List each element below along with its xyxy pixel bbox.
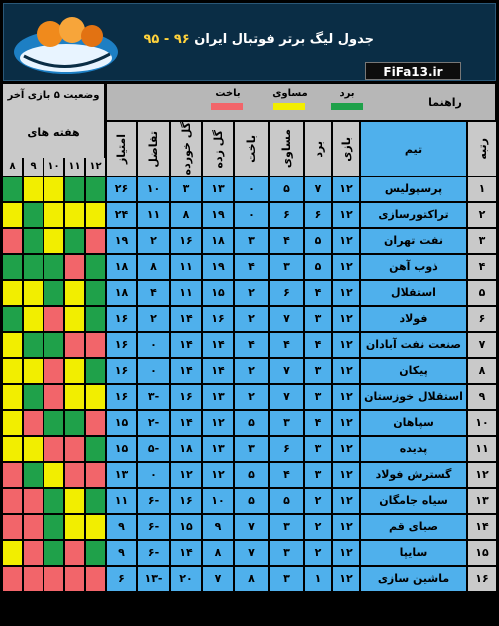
form-result <box>3 411 22 435</box>
cell-w: ۳ <box>305 359 331 383</box>
cell-gd: ۳- <box>138 385 169 409</box>
column-header-label: مساوی <box>280 129 293 169</box>
team-name: ذوب آهن <box>361 255 466 279</box>
form-result <box>86 229 105 253</box>
cell-rank: ۲ <box>468 203 496 227</box>
page-title <box>134 32 374 47</box>
cell-rank: ۱۵ <box>468 541 496 565</box>
form-result <box>65 463 84 487</box>
form-result <box>3 177 22 201</box>
cell-w: ۴ <box>305 411 331 435</box>
form-result <box>44 515 63 539</box>
cell-pts: ۱۳ <box>107 463 136 487</box>
cell-gf: ۷ <box>203 567 233 591</box>
cell-l: ۴ <box>235 333 268 357</box>
cell-ga: ۱۲ <box>171 463 201 487</box>
cell-rank: ۵ <box>468 281 496 305</box>
cell-ga: ۱۴ <box>171 307 201 331</box>
cell-l: ۰ <box>235 177 268 201</box>
form-result <box>24 333 43 357</box>
cell-p: ۱۲ <box>333 411 359 435</box>
team-name: استقلال <box>361 281 466 305</box>
cell-l: ۵ <box>235 411 268 435</box>
form-result <box>65 359 84 383</box>
cell-ga: ۸ <box>171 203 201 227</box>
cell-w: ۴ <box>305 333 331 357</box>
form-result <box>65 281 84 305</box>
column-header-label: بازی <box>339 136 353 162</box>
form-result <box>65 229 84 253</box>
form-result <box>3 385 22 409</box>
cell-w: ۶ <box>305 203 331 227</box>
cell-d: ۳ <box>270 255 303 279</box>
form-result <box>24 203 43 227</box>
form-result <box>86 281 105 305</box>
week-number: ۹ <box>24 158 43 176</box>
cell-pts: ۱۶ <box>107 333 136 357</box>
legend-win-label: برد <box>339 88 355 99</box>
column-header-p <box>333 122 359 176</box>
cell-p: ۱۲ <box>333 567 359 591</box>
cell-ga: ۱۴ <box>171 333 201 357</box>
week-numbers <box>3 158 104 176</box>
cell-pts: ۲۶ <box>107 177 136 201</box>
cell-pts: ۱۹ <box>107 229 136 253</box>
cell-p: ۱۲ <box>333 489 359 513</box>
form-result <box>24 463 43 487</box>
column-header-label: برد <box>311 140 325 158</box>
cell-ga: ۱۶ <box>171 385 201 409</box>
form-result <box>3 541 22 565</box>
cell-gd: ۲- <box>138 411 169 435</box>
column-header-label: باخت <box>245 135 258 163</box>
week-number: ۱۲ <box>86 158 105 176</box>
form-result <box>24 411 43 435</box>
cell-p: ۱۲ <box>333 359 359 383</box>
week-number: ۸ <box>3 158 22 176</box>
cell-pts: ۱۵ <box>107 437 136 461</box>
form-result <box>3 463 22 487</box>
cell-pts: ۱۸ <box>107 281 136 305</box>
cell-p: ۱۲ <box>333 229 359 253</box>
cell-l: ۷ <box>235 541 268 565</box>
form-result <box>3 333 22 357</box>
form-result <box>3 203 22 227</box>
cell-w: ۴ <box>305 281 331 305</box>
cell-ga: ۱۴ <box>171 411 201 435</box>
cell-gf: ۱۵ <box>203 281 233 305</box>
form-result <box>86 411 105 435</box>
week-number: ۱۱ <box>65 158 84 176</box>
cell-rank: ۷ <box>468 333 496 357</box>
form-result <box>65 489 84 513</box>
cell-d: ۷ <box>270 385 303 409</box>
form-result <box>65 385 84 409</box>
cell-rank: ۱۶ <box>468 567 496 591</box>
cell-gf: ۹ <box>203 515 233 539</box>
form-result <box>24 281 43 305</box>
cell-p: ۱۲ <box>333 385 359 409</box>
cell-rank: ۱۱ <box>468 437 496 461</box>
cell-l: ۳ <box>235 229 268 253</box>
form-result <box>65 255 84 279</box>
cell-d: ۳ <box>270 411 303 435</box>
form-result <box>3 307 22 331</box>
cell-d: ۳ <box>270 541 303 565</box>
cell-l: ۷ <box>235 515 268 539</box>
form-result <box>3 515 22 539</box>
cell-rank: ۹ <box>468 385 496 409</box>
team-name: سایپا <box>361 541 466 565</box>
team-name: سپاهان <box>361 411 466 435</box>
legend-draw-label: مساوی <box>272 88 308 99</box>
form-result <box>3 489 22 513</box>
cell-d: ۳ <box>270 515 303 539</box>
cell-w: ۳ <box>305 385 331 409</box>
cell-ga: ۳ <box>171 177 201 201</box>
cell-gd: ۶- <box>138 489 169 513</box>
form-result <box>44 437 63 461</box>
cell-d: ۴ <box>270 229 303 253</box>
cell-p: ۱۲ <box>333 203 359 227</box>
form-result <box>44 385 63 409</box>
cell-gf: ۱۲ <box>203 463 233 487</box>
form-result <box>44 229 63 253</box>
cell-pts: ۱۸ <box>107 255 136 279</box>
form-result <box>44 359 63 383</box>
cell-d: ۳ <box>270 567 303 591</box>
form-result <box>24 567 43 591</box>
cell-rank: ۱۰ <box>468 411 496 435</box>
form-result <box>65 203 84 227</box>
cell-p: ۱۲ <box>333 437 359 461</box>
team-name: پیکان <box>361 359 466 383</box>
form-result <box>86 255 105 279</box>
legend-win-swatch <box>331 103 363 110</box>
cell-ga: ۱۱ <box>171 255 201 279</box>
cell-d: ۶ <box>270 203 303 227</box>
cell-d: ۵ <box>270 489 303 513</box>
form-result <box>86 541 105 565</box>
cell-gd: ۰ <box>138 333 169 357</box>
team-name: سیاه جامگان <box>361 489 466 513</box>
cell-p: ۱۲ <box>333 281 359 305</box>
cell-gf: ۱۴ <box>203 359 233 383</box>
form-result <box>24 359 43 383</box>
cell-gf: ۸ <box>203 541 233 565</box>
cell-gd: ۶- <box>138 515 169 539</box>
cell-d: ۷ <box>270 359 303 383</box>
form-result <box>24 307 43 331</box>
title-years: ۹۶ - ۹۵ <box>143 32 190 47</box>
cell-p: ۱۲ <box>333 177 359 201</box>
cell-w: ۵ <box>305 229 331 253</box>
cell-d: ۶ <box>270 437 303 461</box>
team-name: گسترش فولاد <box>361 463 466 487</box>
cell-l: ۵ <box>235 463 268 487</box>
form-result <box>86 203 105 227</box>
cell-gf: ۱۸ <box>203 229 233 253</box>
form-result <box>86 385 105 409</box>
form-result <box>3 281 22 305</box>
week-number: ۱۰ <box>44 158 63 176</box>
cell-gf: ۱۶ <box>203 307 233 331</box>
cell-pts: ۱۶ <box>107 359 136 383</box>
team-name: استقلال خوزستان <box>361 385 466 409</box>
form-result <box>24 385 43 409</box>
team-name: تراکتورسازی <box>361 203 466 227</box>
cell-d: ۴ <box>270 333 303 357</box>
cell-pts: ۹ <box>107 541 136 565</box>
column-header-label: تیم <box>404 142 423 156</box>
column-header-l <box>235 122 268 176</box>
cell-rank: ۶ <box>468 307 496 331</box>
cell-d: ۵ <box>270 177 303 201</box>
cell-p: ۱۲ <box>333 515 359 539</box>
form-result <box>3 567 22 591</box>
cell-pts: ۹ <box>107 515 136 539</box>
cell-rank: ۱۲ <box>468 463 496 487</box>
form-result <box>65 411 84 435</box>
form-result <box>86 515 105 539</box>
team-name: پرسپولیس <box>361 177 466 201</box>
column-header-label: امتیاز <box>115 133 128 165</box>
cell-w: ۳ <box>305 463 331 487</box>
cell-pts: ۱۶ <box>107 307 136 331</box>
cell-rank: ۸ <box>468 359 496 383</box>
cell-gd: ۴ <box>138 281 169 305</box>
team-name: صنعت نفت آبادان <box>361 333 466 357</box>
form-result <box>24 229 43 253</box>
cell-gd: ۱۰ <box>138 177 169 201</box>
cell-l: ۲ <box>235 359 268 383</box>
form-result <box>44 281 63 305</box>
cell-ga: ۱۴ <box>171 541 201 565</box>
cell-gd: ۵- <box>138 437 169 461</box>
cell-w: ۱ <box>305 567 331 591</box>
cell-l: ۲ <box>235 307 268 331</box>
form-result <box>86 463 105 487</box>
column-header-gd <box>138 122 169 176</box>
cell-gf: ۱۰ <box>203 489 233 513</box>
form-result <box>86 307 105 331</box>
cell-rank: ۱ <box>468 177 496 201</box>
form-result <box>65 541 84 565</box>
form-result <box>86 489 105 513</box>
cell-gd: ۰ <box>138 463 169 487</box>
header-banner <box>3 3 496 81</box>
weeks-title: هفته های <box>27 126 80 139</box>
cell-gd: ۸ <box>138 255 169 279</box>
form-result <box>86 177 105 201</box>
cell-gf: ۱۴ <box>203 333 233 357</box>
cell-w: ۲ <box>305 515 331 539</box>
cell-ga: ۱۴ <box>171 359 201 383</box>
column-header-d <box>270 122 303 176</box>
column-header-team <box>361 122 466 176</box>
form-result <box>44 307 63 331</box>
legend-loss-swatch <box>211 103 243 110</box>
football-logo-icon <box>10 8 122 80</box>
form-result <box>44 255 63 279</box>
form-result <box>24 541 43 565</box>
form-result <box>86 567 105 591</box>
form-result <box>65 307 84 331</box>
title-prefix: جدول لیگ برتر فوتبال ایران <box>194 32 374 47</box>
form-result <box>3 437 22 461</box>
team-name: پدیده <box>361 437 466 461</box>
column-header-label: گل خورده <box>179 122 193 176</box>
column-header-gf <box>203 122 233 176</box>
form-result <box>65 567 84 591</box>
form-result <box>65 437 84 461</box>
column-header-ga <box>171 122 201 176</box>
cell-p: ۱۲ <box>333 541 359 565</box>
cell-l: ۲ <box>235 281 268 305</box>
column-header-label: تفاضل <box>147 130 160 168</box>
form-result <box>86 333 105 357</box>
cell-gd: ۱۳- <box>138 567 169 591</box>
cell-gd: ۶- <box>138 541 169 565</box>
legend-band <box>107 84 495 120</box>
cell-ga: ۲۰ <box>171 567 201 591</box>
cell-gf: ۱۳ <box>203 437 233 461</box>
site-badge: FiFa13.ir <box>365 62 461 80</box>
cell-pts: ۲۴ <box>107 203 136 227</box>
cell-l: ۴ <box>235 255 268 279</box>
form-result <box>3 255 22 279</box>
cell-w: ۲ <box>305 541 331 565</box>
form-result <box>24 177 43 201</box>
form-result <box>44 489 63 513</box>
cell-w: ۲ <box>305 489 331 513</box>
cell-l: ۰ <box>235 203 268 227</box>
form-result <box>24 437 43 461</box>
form-result <box>65 333 84 357</box>
column-header-label: گل زده <box>211 129 225 169</box>
team-name: صبای قم <box>361 515 466 539</box>
form-result <box>44 333 63 357</box>
cell-p: ۱۲ <box>333 463 359 487</box>
cell-w: ۵ <box>305 255 331 279</box>
cell-ga: ۱۵ <box>171 515 201 539</box>
cell-pts: ۶ <box>107 567 136 591</box>
team-name: ماشین سازی <box>361 567 466 591</box>
form-result <box>3 229 22 253</box>
cell-d: ۷ <box>270 307 303 331</box>
cell-rank: ۴ <box>468 255 496 279</box>
cell-ga: ۱۱ <box>171 281 201 305</box>
form-result <box>24 515 43 539</box>
column-header-label: رتبه <box>475 138 489 160</box>
form-result <box>86 359 105 383</box>
form-result <box>86 437 105 461</box>
cell-p: ۱۲ <box>333 307 359 331</box>
cell-p: ۱۲ <box>333 333 359 357</box>
form-result <box>44 411 63 435</box>
cell-l: ۵ <box>235 489 268 513</box>
cell-pts: ۱۵ <box>107 411 136 435</box>
cell-p: ۱۲ <box>333 255 359 279</box>
form-result <box>44 177 63 201</box>
last5-title: وضعیت ۵ بازی آخر <box>7 90 100 101</box>
cell-gd: ۲ <box>138 229 169 253</box>
cell-gf: ۱۹ <box>203 203 233 227</box>
cell-w: ۷ <box>305 177 331 201</box>
cell-gf: ۱۹ <box>203 255 233 279</box>
form-result <box>65 515 84 539</box>
form-result <box>24 255 43 279</box>
form-result <box>44 203 63 227</box>
form-result <box>65 177 84 201</box>
cell-rank: ۱۴ <box>468 515 496 539</box>
form-result <box>44 541 63 565</box>
cell-ga: ۱۶ <box>171 229 201 253</box>
cell-w: ۳ <box>305 307 331 331</box>
legend-draw-swatch <box>273 103 305 110</box>
cell-pts: ۱۱ <box>107 489 136 513</box>
cell-ga: ۱۸ <box>171 437 201 461</box>
form-result <box>44 463 63 487</box>
cell-rank: ۱۳ <box>468 489 496 513</box>
cell-ga: ۱۶ <box>171 489 201 513</box>
cell-pts: ۱۶ <box>107 385 136 409</box>
cell-w: ۳ <box>305 437 331 461</box>
column-header-rank <box>468 122 496 176</box>
cell-gd: ۲ <box>138 307 169 331</box>
team-name: نفت تهران <box>361 229 466 253</box>
cell-d: ۶ <box>270 281 303 305</box>
cell-gd: ۰ <box>138 359 169 383</box>
form-result <box>24 489 43 513</box>
column-header-pts <box>107 122 136 176</box>
cell-gf: ۱۳ <box>203 385 233 409</box>
column-header-w <box>305 122 331 176</box>
cell-gf: ۱۲ <box>203 411 233 435</box>
guide-label: راهنما <box>428 96 462 109</box>
cell-d: ۴ <box>270 463 303 487</box>
form-result <box>3 359 22 383</box>
last5-header <box>3 84 104 158</box>
cell-l: ۳ <box>235 437 268 461</box>
cell-gd: ۱۱ <box>138 203 169 227</box>
form-result <box>44 567 63 591</box>
cell-rank: ۳ <box>468 229 496 253</box>
team-name: فولاد <box>361 307 466 331</box>
cell-l: ۲ <box>235 385 268 409</box>
legend-loss-label: باخت <box>215 88 241 99</box>
cell-l: ۸ <box>235 567 268 591</box>
cell-gf: ۱۳ <box>203 177 233 201</box>
